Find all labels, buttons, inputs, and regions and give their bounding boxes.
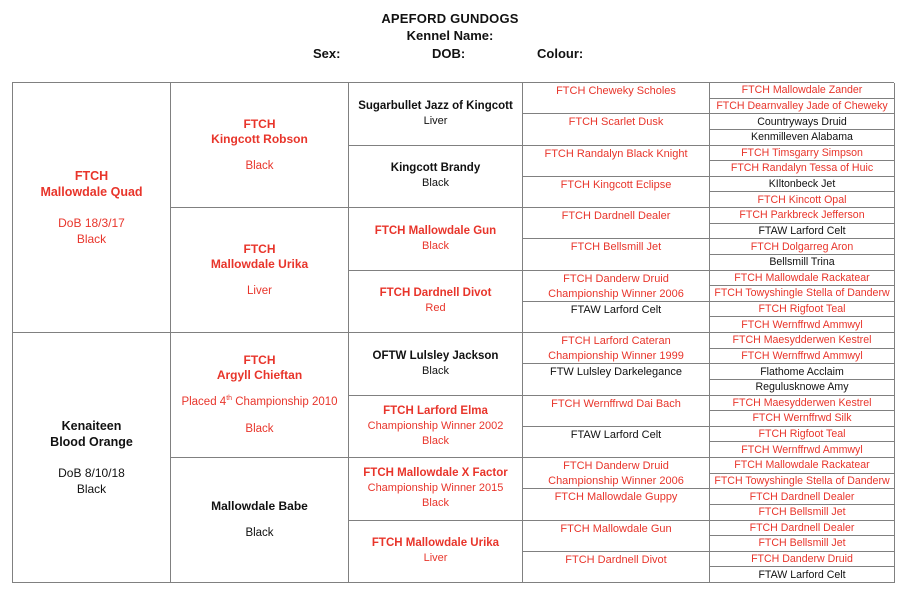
dog-name-line: FTCH Timsgarry Simpson [741, 146, 863, 159]
dog-name [211, 242, 308, 272]
dog-detail-line: Liver [423, 114, 448, 127]
pedigree-cell-g3-7 [349, 458, 523, 521]
dog-detail-line: Championship Winner 1999 [548, 350, 684, 363]
dog-details [548, 474, 684, 489]
dog-name [363, 466, 507, 481]
dog-details [247, 272, 272, 299]
dog-name [769, 255, 834, 269]
dog-name-line: FTCH Kingcott Eclipse [560, 178, 672, 191]
dog-name [739, 208, 864, 222]
pedigree-cell-g2-3 [171, 333, 349, 458]
dog-details [368, 419, 504, 449]
dog-detail-line: Championship Winner 2015 [367, 482, 504, 495]
dog-name [563, 459, 669, 474]
pedigree-cell-g5-18 [710, 349, 895, 365]
dog-details [58, 465, 125, 497]
pedigree-cell-g3-6 [349, 396, 523, 459]
dog-name [741, 146, 863, 160]
dog-name [757, 115, 847, 129]
dog-name [217, 353, 302, 383]
dog-name [758, 505, 845, 519]
dog-name [50, 418, 133, 450]
dog-name-line: FTCH Dardnell Divot [565, 553, 667, 566]
dog-name [755, 380, 848, 394]
dog-detail-line: DoB 8/10/18 [58, 466, 125, 480]
dog-name [555, 490, 678, 505]
dog-detail-line: Liver [423, 552, 448, 565]
dog-name [380, 286, 492, 301]
dob-label: DOB: [432, 46, 466, 61]
dog-name [571, 303, 661, 318]
dog-name-line: FTCH Larford Cateran [561, 335, 671, 347]
dog-name [733, 333, 872, 347]
pedigree-cell-g2-1 [171, 83, 349, 208]
pedigree-cell-g5-30 [710, 536, 895, 552]
dog-name [751, 130, 853, 144]
dog-name [571, 428, 661, 443]
pedigree-cell-g1-1 [13, 83, 171, 333]
pedigree-cell-g5-5 [710, 146, 895, 162]
pedigree-cell-g1-2 [13, 333, 171, 583]
dog-name-line: FTAW Larford Celt [758, 224, 846, 237]
dog-details [425, 301, 445, 316]
dog-name-line: FTCH Danderw Druid [563, 272, 669, 285]
dog-name [741, 443, 862, 457]
pedigree-cell-g5-23 [710, 427, 895, 443]
dog-name-line: FTCH [243, 241, 276, 256]
pedigree-cell-g5-9 [710, 208, 895, 224]
dog-name-line: FTCH Towyshingle Stella of Danderw [714, 287, 890, 300]
dog-name-line: FTCH Maesydderwen Kestrel [732, 334, 872, 347]
dog-detail-line: Black [422, 177, 449, 190]
dog-name [40, 168, 142, 200]
dog-name-line: FTCH Dearnvalley Jade of Cheweky [716, 99, 888, 112]
dog-name-line: FTCH Larford Elma [383, 404, 488, 417]
dog-name-line: Countryways Druid [757, 115, 847, 128]
dog-name-line: OFTW Lulsley Jackson [372, 349, 499, 362]
dog-name-line: KIltonbeck Jet [768, 178, 836, 191]
pedigree-cell-g4-2 [523, 114, 710, 145]
dog-name-line: FTCH Scarlet Dusk [568, 116, 664, 129]
dog-name-line: FTAW Larford Celt [570, 428, 662, 441]
pedigree-cell-g4-13 [523, 458, 710, 489]
pedigree-cell-g4-5 [523, 208, 710, 239]
pedigree-cell-g5-14 [710, 286, 895, 302]
dog-details [424, 551, 448, 566]
dog-name-line: Kingcott Brandy [390, 162, 481, 175]
pedigree-cell-g4-15 [523, 521, 710, 552]
pedigree-cell-g5-31 [710, 552, 895, 568]
dog-name [560, 522, 671, 537]
dog-name [758, 536, 845, 550]
pedigree-cell-g5-26 [710, 474, 895, 490]
dog-name [561, 334, 670, 349]
dog-details [422, 239, 449, 254]
dog-detail-line: Black [422, 239, 449, 252]
pedigree-cell-g4-12 [523, 427, 710, 458]
dog-name [372, 536, 499, 551]
dog-name [758, 224, 845, 238]
dog-name [375, 224, 496, 239]
dog-name-line: FTCH Rigfoot Teal [758, 303, 846, 316]
pedigree-cell-g5-10 [710, 224, 895, 240]
dog-detail-line: Black [422, 497, 449, 510]
dog-name-line: FTCH Danderw Druid [751, 553, 853, 566]
dog-name-line: FTCH Mallowdale Zander [741, 84, 863, 97]
dog-name-line: FTCH Randalyn Tessa of Huic [730, 162, 874, 175]
dog-name [742, 83, 863, 97]
dog-name-line: FTCH Mallowdale Gun [374, 224, 497, 237]
dog-detail-line: Black [422, 434, 449, 447]
dog-detail-line: Black [245, 527, 274, 539]
dog-name [750, 521, 855, 535]
pedigree-cell-g4-7 [523, 271, 710, 302]
dog-name-line: FTAW Larford Celt [758, 568, 846, 581]
dog-detail-line: Black [76, 232, 107, 246]
dog-details [245, 147, 273, 174]
dog-name-line: FTCH Parkbreck Jefferson [739, 209, 865, 222]
dog-name [383, 404, 488, 419]
dog-name [734, 271, 869, 285]
dog-details [548, 349, 684, 364]
pedigree-cell-g4-14 [523, 489, 710, 520]
dog-details [548, 287, 684, 302]
dog-name [714, 286, 889, 300]
kennel-name-label: Kennel Name: [406, 28, 494, 43]
dog-name-line: FTCH Wernffrwd Dai Bach [551, 397, 681, 410]
dog-name-line: Mallowdale Urika [210, 256, 309, 271]
dog-detail-line: Liver [247, 284, 272, 297]
dog-details [424, 114, 448, 129]
dog-name-line: FTCH Maesydderwen Kestrel [732, 396, 872, 409]
dog-name-line: FTCH Dolgarreg Aron [750, 240, 854, 253]
pedigree-cell-g2-2 [171, 208, 349, 333]
dog-name-line: FTCH Bellsmill Jet [758, 506, 846, 519]
dog-name-line: FTCH Mallowdale Rackatear [734, 271, 870, 284]
pedigree-cell-g5-28 [710, 505, 895, 521]
pedigree-cell-g4-10 [523, 364, 710, 395]
dog-name-line: Regulusknowe Amy [755, 381, 849, 394]
dog-name-line: FTCH Randalyn Black Knight [544, 147, 688, 160]
dog-name [758, 568, 845, 582]
pedigree-cell-g5-11 [710, 239, 895, 255]
dog-name [211, 499, 308, 514]
dog-name-line: FTCH Dardnell Dealer [749, 490, 855, 503]
pedigree-cell-g5-1 [710, 83, 895, 99]
sex-label: Sex: [313, 46, 341, 61]
pedigree-cell-g3-8 [349, 521, 523, 584]
pedigree-cell-g5-32 [710, 567, 895, 583]
dog-details [58, 215, 125, 247]
dog-name [563, 272, 669, 287]
dog-name-line: FTCH [243, 353, 276, 367]
dog-details [422, 176, 449, 191]
dog-name [565, 553, 666, 568]
dog-name [550, 365, 682, 380]
dog-name [733, 396, 872, 410]
dog-name [391, 161, 480, 176]
dog-name-line: FTCH Dardnell Divot [379, 287, 492, 300]
dog-detail-line: Black [76, 482, 107, 496]
dog-name [556, 84, 676, 99]
dog-name-line: Kingcott Robson [211, 131, 308, 146]
dog-name-line: Kenaiteen [61, 419, 122, 433]
dog-name [373, 349, 499, 364]
pedigree-cell-g5-4 [710, 130, 895, 146]
dog-name-line: FTCH Mallowdale Guppy [554, 491, 678, 504]
pedigree-cell-g5-17 [710, 333, 895, 349]
dog-name-line: Blood Orange [50, 435, 133, 449]
pedigree-cell-g5-19 [710, 364, 895, 380]
pedigree-cell-g5-3 [710, 114, 895, 130]
pedigree-cell-g5-8 [710, 192, 895, 208]
dog-name-line: FTW Lulsley Darkelegance [549, 366, 683, 379]
pedigree-cell-g5-20 [710, 380, 895, 396]
pedigree-cell-g5-16 [710, 317, 895, 333]
pedigree-cell-g5-24 [710, 442, 895, 458]
dog-name [358, 99, 513, 114]
dog-detail-line: Black [245, 159, 274, 172]
colour-label: Colour: [537, 46, 584, 61]
dog-name-line: FTCH Dardnell Dealer [561, 210, 671, 222]
pedigree-cell-g2-4 [171, 458, 349, 583]
dog-name-line: FTCH [74, 169, 109, 183]
pedigree-cell-g4-6 [523, 239, 710, 270]
dog-name-line: FTCH Cheweky Scholes [556, 85, 676, 97]
dog-name [734, 458, 869, 472]
dog-name-line: FTCH Mallowdale Rackatear [734, 459, 870, 472]
dog-name [760, 365, 844, 379]
dog-name-line: FTCH Wernffrwd Ammwyl [741, 349, 863, 362]
dog-name-line: Kenmilleven Alabama [751, 131, 853, 144]
dog-name-line: FTCH Wernffrwd Ammwyl [741, 318, 863, 331]
pedigree-cell-g5-7 [710, 177, 895, 193]
dog-name [750, 490, 855, 504]
pedigree-cell-g5-13 [710, 271, 895, 287]
pedigree-cell-g5-12 [710, 255, 895, 271]
dog-name-line: FTCH Bellsmill Jet [570, 241, 662, 254]
dog-name-line: FTCH Mallowdale X Factor [363, 467, 508, 480]
pedigree-cell-g4-11 [523, 396, 710, 427]
dog-name-line: FTCH Dardnell Dealer [749, 521, 855, 534]
dog-name-line: FTCH [243, 116, 276, 131]
dog-details [245, 514, 273, 541]
dog-details [422, 364, 449, 379]
pedigree-grid [12, 82, 894, 583]
pedigree-cell-g3-1 [349, 83, 523, 146]
dog-details [181, 383, 337, 437]
dog-name-line: FTCH Rigfoot Teal [758, 428, 846, 441]
dog-name [751, 240, 853, 254]
pedigree-cell-g4-9 [523, 333, 710, 364]
dog-name [544, 147, 687, 162]
pedigree-cell-g4-3 [523, 146, 710, 177]
dog-details [368, 481, 504, 511]
dog-name [561, 178, 672, 193]
dog-name-line: FTAW Larford Celt [570, 303, 662, 316]
dog-detail-line: Black [422, 364, 449, 377]
dog-detail-line: Championship Winner 2006 [548, 287, 684, 300]
dog-name [752, 411, 851, 425]
dog-name-line: FTCH Mallowdale Urika [371, 537, 500, 550]
pedigree-cell-g5-15 [710, 302, 895, 318]
dog-name-line: FTCH Danderw Druid [563, 460, 669, 472]
dog-detail-line: Black [245, 423, 274, 435]
dog-detail-line: Championship Winner 2006 [548, 475, 684, 488]
pedigree-cell-g3-4 [349, 271, 523, 334]
dog-name [741, 318, 862, 332]
page-title: APEFORD GUNDOGS [381, 11, 519, 26]
dog-name [759, 302, 846, 316]
dog-name-line: FTCH Towyshingle Stella of Danderw [714, 474, 890, 487]
dog-name [714, 474, 889, 488]
dog-name [769, 177, 836, 191]
dog-name [562, 209, 671, 224]
dog-name-line: FTCH Bellsmill Jet [758, 537, 846, 550]
pedigree-cell-g5-6 [710, 161, 895, 177]
dog-detail-line: Red [425, 302, 446, 315]
dog-name [569, 115, 664, 130]
dog-name-line: FTCH Wernffrwd Silk [752, 412, 852, 425]
dog-name [731, 161, 873, 175]
pedigree-cell-g5-2 [710, 99, 895, 115]
dog-detail-line: Championship Winner 2002 [367, 419, 504, 432]
dog-name-line: FTCH Mallowdale Gun [560, 522, 672, 535]
dog-name [551, 397, 681, 412]
dog-name [759, 427, 846, 441]
pedigree-cell-g4-8 [523, 302, 710, 333]
pedigree-cell-g3-2 [349, 146, 523, 209]
dog-name [211, 117, 308, 147]
pedigree-cell-g5-22 [710, 411, 895, 427]
pedigree-cell-g5-21 [710, 396, 895, 412]
pedigree-cell-g3-5 [349, 333, 523, 396]
dog-name-line: Sugarbullet Jazz of Kingcott [358, 99, 513, 112]
dog-name-line: FTCH Kincott Opal [757, 193, 847, 206]
pedigree-cell-g5-25 [710, 458, 895, 474]
dog-name [716, 99, 887, 113]
dog-name-line: Bellsmill Trina [769, 256, 835, 269]
dog-detail-line: Placed 4th Championship 2010 [181, 395, 338, 408]
pedigree-cell-g4-16 [523, 552, 710, 583]
dog-name-line: Argyll Chieftan [216, 368, 303, 382]
pedigree-cell-g5-29 [710, 521, 895, 537]
pedigree-cell-g4-1 [523, 83, 710, 114]
pedigree-cell-g4-4 [523, 177, 710, 208]
dog-name [751, 552, 853, 566]
dog-name-line: Flathome Acclaim [760, 365, 844, 378]
dog-name-line: Mallowdale Quad [40, 185, 143, 199]
dog-name-line: Mallowdale Babe [211, 499, 308, 513]
dog-name [758, 193, 847, 207]
dog-name [571, 240, 661, 255]
pedigree-cell-g5-27 [710, 489, 895, 505]
dog-name [741, 349, 862, 363]
dog-name-line: FTCH Wernffrwd Ammwyl [741, 443, 863, 456]
pedigree-cell-g3-3 [349, 208, 523, 271]
dog-detail-line: DoB 18/3/17 [58, 216, 125, 230]
